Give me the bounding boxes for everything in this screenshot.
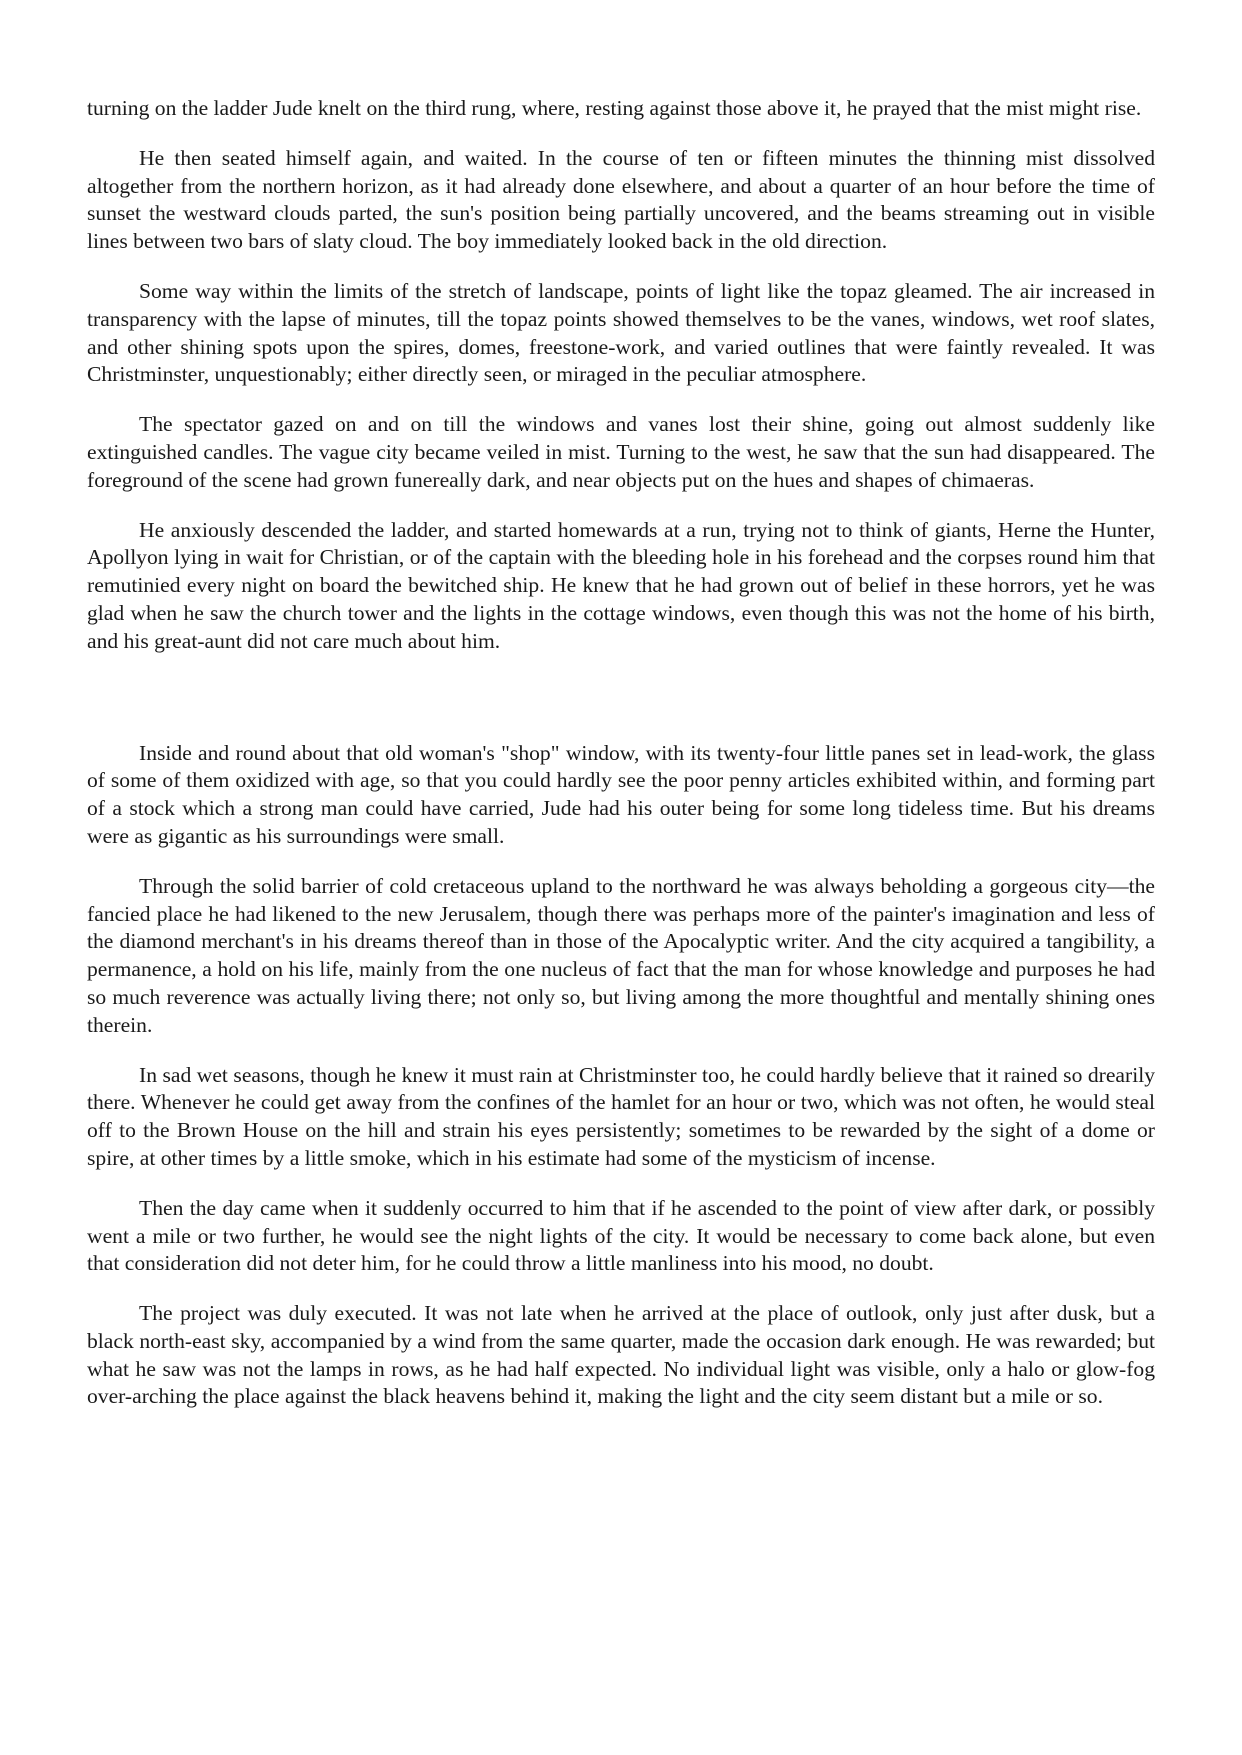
paragraph: The project was duly executed. It was not late when he arrived at the place of outlook, only just after dusk, but a black north-east sky, accompanied by a wind from the same quarter, made the occasion dark enough. He was rewarded; but what he saw was not the lamps in rows, as he had half expected. No individual light was visible, only a halo or glow-fog over-arching the place against the black heavens behind it, making the light and the city seem distant but a mile or so. — [87, 1301, 1155, 1409]
paragraph: Then the day came when it suddenly occurred to him that if he ascended to the point of view after dark, or possibly went a mile or two further, he would see the night lights of the city. It would be necessary to come back alone, but even that consideration did not deter him, for he could throw a little manliness into his mood, no doubt. — [87, 1195, 1155, 1276]
paragraph-continuation: turning on the ladder Jude knelt on the third rung, where, resting against those above it, he prayed that the mist might rise. — [87, 96, 1142, 120]
paragraph: In sad wet seasons, though he knew it must rain at Christminster too, he could hardly believe that it rained so drearily there. Whenever he could get away from the confines of the hamlet for an hour or two, which was not often, he would steal off to the Brown House on the hill and strain his eyes persistently; sometimes to be rewarded by the sight of a dome or spire, at other times by a little smoke, which in his estimate had some of the mysticism of incense. — [87, 1062, 1155, 1170]
paragraph: He anxiously descended the ladder, and started homewards at a run, trying not to think of giants, Herne the Hunter, Apollyon lying in wait for Christian, or of the captain with the bleeding hole in his forehead and the corpses round him that remutinied every night on board the bewitched ship. He knew that he had grown out of belief in these horrors, yet he was glad when he saw the church tower and the lights in the cottage windows, even though this was not the home of his birth, and his great-aunt did not care much about him. — [87, 517, 1155, 653]
paragraph: He then seated himself again, and waited. In the course of ten or fifteen minutes the thinning mist dissolved altogether from the northern horizon, as it had already done elsewhere, and about a quarter of an hour before the time of sunset the westward clouds parted, the sun's position being partially uncovered, and the beams streaming out in visible lines between two bars of slaty cloud. The boy immediately looked back in the old direction. — [87, 145, 1155, 254]
paragraph: The spectator gazed on and on till the windows and vanes lost their shine, going out almost suddenly like extinguished candles. The vague city became veiled in mist. Turning to the west, he saw that the sun had disappeared. The foreground of the scene had grown funereally dark, and near objects put on the hues and shapes of chimaeras. — [87, 412, 1155, 492]
document-page — [87, 95, 1155, 1433]
paragraph: Some way within the limits of the stretch of landscape, points of light like the topaz gleamed. The air increased in transparency with the lapse of minutes, till the topaz points showed themselves to be the vanes, windows, wet roof slates, and other shining spots upon the spires, domes, freestone-work, and varied outlines that were faintly revealed. It was Christminster, unquestionably; either directly seen, or miraged in the peculiar atmosphere. — [87, 278, 1155, 387]
paragraph: Inside and round about that old woman's "shop" window, with its twenty-four little panes set in lead-work, the glass of some of them oxidized with age, so that you could hardly see the poor penny articles exhibited within, and forming part of a stock which a strong man could have carried, Jude had his outer being for some long tideless time. But his dreams were as gigantic as his surroundings were small. — [87, 740, 1155, 848]
section-break — [87, 678, 1155, 740]
paragraph: Through the solid barrier of cold cretaceous upland to the northward he was always beholding a gorgeous city—the fancied place he had likened to the new Jerusalem, though there was perhaps more of the painter's imagination and less of the diamond merchant's in his dreams thereof than in those of the Apocalyptic writer. And the city acquired a tangibility, a permanence, a hold on his life, mainly from the one nucleus of fact that the man for whose knowledge and purposes he had so much reverence was actually living there; not only so, but living among the more thoughtful and mentally shining ones therein. — [87, 873, 1155, 1037]
